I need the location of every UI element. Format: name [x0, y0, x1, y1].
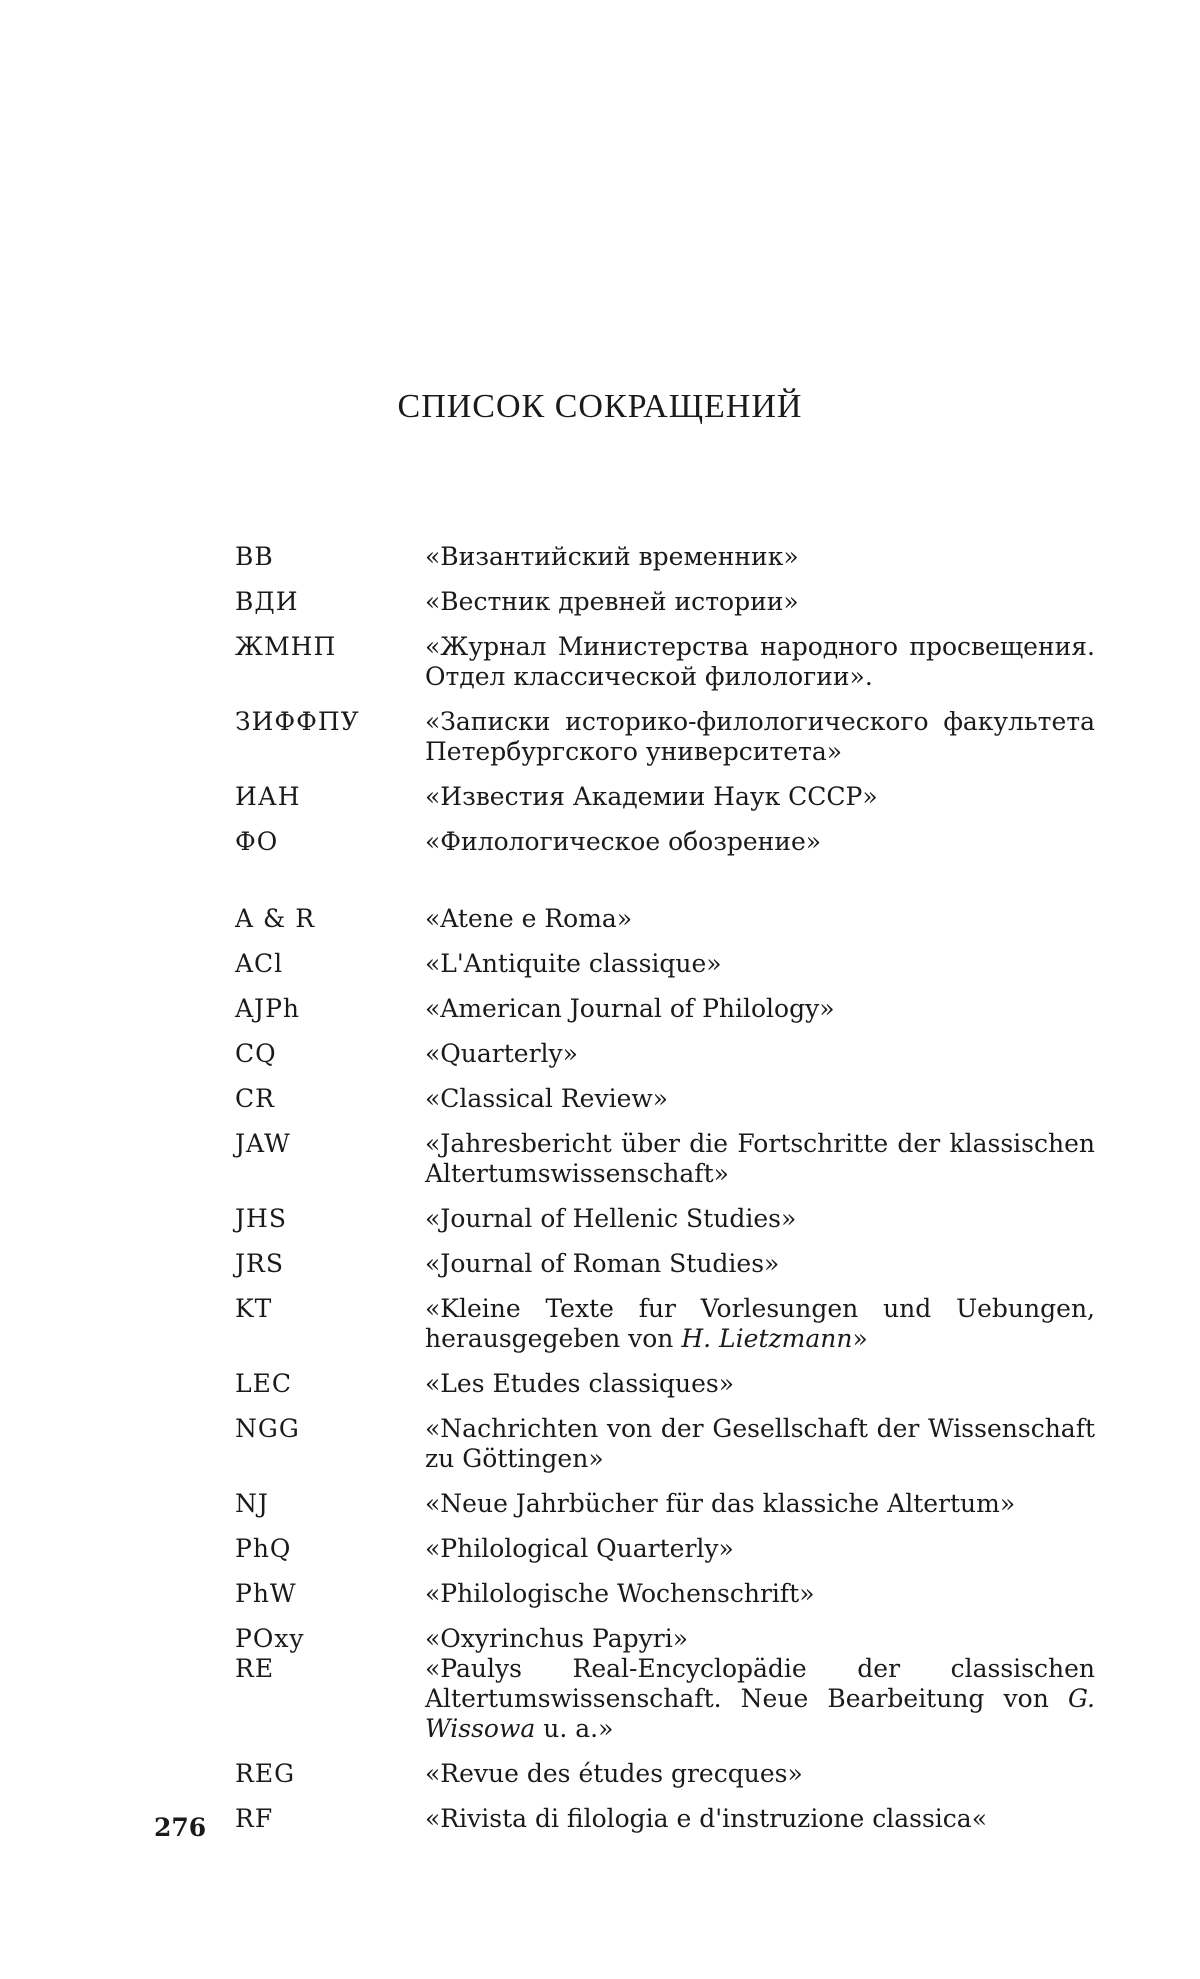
abbreviation-entry: [235, 542, 1095, 572]
abbreviation-entry: [235, 1294, 1095, 1354]
abbreviation-entry: [235, 904, 1095, 934]
definition-text: «Paulys Real-Encyclopädie der classischen Altertumswissenschaft. Neue Bearbeitung von: [425, 1654, 1095, 1713]
abbreviation: JHS: [235, 1204, 287, 1233]
abbreviation: CR: [235, 1084, 275, 1113]
abbreviation-entry: [235, 707, 1095, 767]
abbreviation-definition: «Записки историко-филологического факультета Петербургского университета»: [425, 707, 1095, 766]
abbreviation-entry: [235, 1804, 1095, 1834]
abbreviation-definition: «Neue Jahrbücher für das klassiche Altertum»: [425, 1489, 1016, 1518]
abbreviation-definition: «Philological Quarterly»: [425, 1534, 734, 1563]
abbreviation-entry: [235, 1624, 1095, 1654]
abbreviation: ВДИ: [235, 587, 299, 616]
abbreviation-entry: [235, 1039, 1095, 1069]
abbreviation-entry: [235, 1204, 1095, 1234]
abbreviation-definition: «Classical Review»: [425, 1084, 669, 1113]
abbreviation-definition: «Les Etudes classiques»: [425, 1369, 735, 1398]
abbreviation-definition: «L'Antiquite classique»: [425, 949, 722, 978]
abbreviation-entry: [235, 632, 1095, 692]
abbreviation-entry: [235, 1654, 1095, 1744]
abbreviation: ФО: [235, 827, 279, 856]
abbreviation-definition: «Revue des études grecques»: [425, 1759, 803, 1788]
page-number: 276: [154, 1813, 207, 1842]
abbreviation-definition: «Journal of Roman Studies»: [425, 1249, 780, 1278]
abbreviation: A & R: [235, 904, 316, 933]
abbreviation-entry: [235, 1534, 1095, 1564]
page-title: СПИСОК СОКРАЩЕНИЙ: [397, 388, 803, 425]
abbreviation: ACl: [235, 949, 284, 978]
abbreviation-definition: «American Journal of Philology»: [425, 994, 835, 1023]
abbreviation-entry: [235, 1759, 1095, 1789]
definition-italic-name: G. Wissowa: [425, 1684, 1095, 1743]
abbreviation: AJPh: [235, 994, 300, 1023]
abbreviation: ЗИФФПУ: [235, 707, 360, 736]
definition-text-end: u. a.»: [535, 1714, 614, 1743]
abbreviation-definition: «Oxyrinchus Papyri»: [425, 1624, 689, 1653]
abbreviation-entry: [235, 782, 1095, 812]
abbreviation: RE: [235, 1654, 275, 1683]
abbreviation-entry: [235, 994, 1095, 1024]
abbreviation: ЖМНП: [235, 632, 337, 661]
abbreviation: JRS: [235, 1249, 284, 1278]
abbreviation-definition: «Jahresbericht über die Fortschritte der klassischen Altertumswissenschaft»: [425, 1129, 1095, 1188]
abbreviation: REG: [235, 1759, 296, 1788]
abbreviation-definition: «Quarterly»: [425, 1039, 578, 1068]
abbreviation: KT: [235, 1294, 273, 1323]
abbreviation-definition: «Nachrichten von der Gesellschaft der Wissenschaft zu Göttingen»: [425, 1414, 1095, 1473]
abbreviation: LEC: [235, 1369, 292, 1398]
abbreviation: PhW: [235, 1579, 297, 1608]
definition-italic-name: H. Lietzmann: [681, 1324, 853, 1353]
definition-text-end: »: [852, 1324, 868, 1353]
abbreviation-definition: «Atene e Roma»: [425, 904, 633, 933]
abbreviation-entry: [235, 1129, 1095, 1189]
abbreviation-entry: [235, 1489, 1095, 1519]
abbreviation-definition: [425, 1294, 1095, 1354]
abbreviation: ВВ: [235, 542, 274, 571]
abbreviation-definition: «Византийский временник»: [425, 542, 799, 571]
abbreviation-entry: [235, 1249, 1095, 1279]
cyrillic-abbreviation-list: [235, 542, 1095, 872]
abbreviation: JAW: [235, 1129, 291, 1158]
abbreviation-definition: «Известия Академии Наук СССР»: [425, 782, 878, 811]
abbreviation: RF: [235, 1804, 274, 1833]
abbreviation-definition: «Вестник древней истории»: [425, 587, 799, 616]
abbreviation-definition: [425, 1654, 1095, 1744]
abbreviation: PhQ: [235, 1534, 292, 1563]
abbreviation-entry: [235, 1414, 1095, 1474]
abbreviation: POxy: [235, 1624, 305, 1653]
abbreviation-definition: «Philologische Wochenschrift»: [425, 1579, 815, 1608]
abbreviation-definition: «Филологическое обозрение»: [425, 827, 822, 856]
abbreviation-entry: [235, 1369, 1095, 1399]
abbreviation-entry: [235, 949, 1095, 979]
abbreviation-definition: «Журнал Министерства народного просвещения. Отдел классической филологии».: [425, 632, 1095, 691]
abbreviation-entry: [235, 587, 1095, 617]
abbreviation: CQ: [235, 1039, 277, 1068]
abbreviation-entry: [235, 1084, 1095, 1114]
abbreviation-entry: [235, 827, 1095, 857]
latin-abbreviation-list: [235, 904, 1095, 1849]
abbreviation-entry: [235, 1579, 1095, 1609]
definition-text: «Kleine Texte fur Vorlesungen und Uebungen, herausgegeben von: [425, 1294, 1095, 1353]
abbreviation: ИАН: [235, 782, 301, 811]
abbreviation: NGG: [235, 1414, 300, 1443]
abbreviation-definition: «Journal of Hellenic Studies»: [425, 1204, 797, 1233]
abbreviation-definition: «Rivista di filologia e d'instruzione classica«: [425, 1804, 987, 1833]
abbreviation: NJ: [235, 1489, 269, 1518]
